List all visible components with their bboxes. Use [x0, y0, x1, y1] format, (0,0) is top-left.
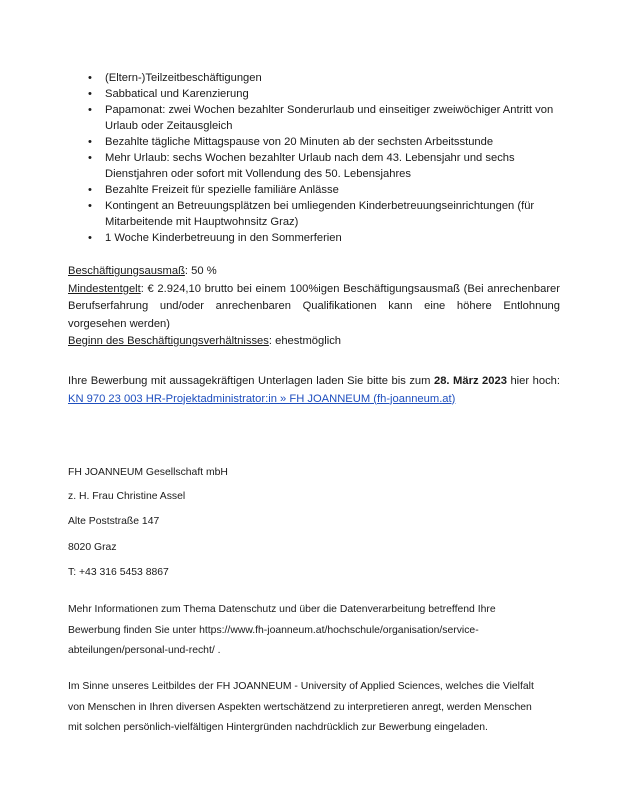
bullet-icon: •	[88, 72, 92, 84]
diversity-paragraph: Im Sinne unseres Leitbildes der FH JOANNEUM - University of Applied Sciences, welches die Vielfalt von Menschen in Ihren diversen Aspekten wertschätzend zu interpretieren anregt, werden Menschen mit solchen persönlich-vielfältigen Hintergründen nachdrücklich zur Bewerbung eingeladen.	[68, 681, 534, 733]
address-street: Alte Poststraße 147	[68, 516, 160, 527]
list-item: • Papamonat: zwei Wochen bezahlter Sonderurlaub und einseitiger zweiwöchiger Antritt von Urlaub oder Zeitausgleich	[88, 104, 554, 132]
bullet-icon: •	[88, 200, 92, 212]
bullet-icon: •	[88, 104, 92, 116]
privacy-paragraph: Mehr Informationen zum Thema Datenschutz und über die Datenverarbeitung betreffend Ihre Bewerbung finden Sie unter https://www.fh-joanneum.at/hochschule/organisation/service-abteilungen/personal-und-recht/ .	[68, 604, 496, 656]
bullet-icon: •	[88, 88, 92, 100]
list-item: • 1 Woche Kinderbetreuung in den Sommerferien	[88, 232, 342, 244]
employment-start: Beginn des Beschäftigungsverhältnisses: ehestmöglich	[68, 335, 342, 347]
address-city: 8020 Graz	[68, 542, 117, 553]
benefits-list	[68, 70, 568, 246]
bullet-icon: •	[88, 136, 92, 148]
list-item: • Bezahlte Freizeit für spezielle familiäre Anlässe	[88, 184, 339, 196]
list-item: • (Eltern-)Teilzeitbeschäftigungen	[88, 72, 262, 84]
list-item: • Mehr Urlaub: sechs Wochen bezahlter Urlaub nach dem 43. Lebensjahr und sechs Dienstjahren oder sofort mit Vollendung des 50. Lebensjahres	[88, 152, 515, 180]
bullet-icon: •	[88, 184, 92, 196]
application-upload-link[interactable]: KN 970 23 003 HR-Projektadministrator:in » FH JOANNEUM (fh-joanneum.at)	[68, 392, 456, 405]
address-company: FH JOANNEUM Gesellschaft mbH	[68, 467, 228, 478]
address-attention: z. H. Frau Christine Assel	[68, 491, 186, 502]
application-deadline: 28. März 2023	[433, 375, 507, 387]
application-instructions: Ihre Bewerbung mit aussagekräftigen Unterlagen laden Sie bitte bis zum 28. März 2023 hier hoch: KN 970 23 003 HR-Projektadministrator:in » FH JOANNEUM (fh-joanneum.at)	[68, 375, 561, 405]
employment-extent: Beschäftigungsausmaß: 50 %	[68, 265, 217, 277]
list-item: • Sabbatical und Karenzierung	[88, 88, 249, 100]
bullet-icon: •	[88, 152, 92, 164]
list-item: • Bezahlte tägliche Mittagspause von 20 Minuten ab der sechsten Arbeitsstunde	[88, 136, 494, 148]
bullet-icon: •	[88, 232, 92, 244]
list-item: • Kontingent an Betreuungsplätzen bei umliegenden Kinderbetreuungseinrichtungen (für Mitarbeitende mit Hauptwohnsitz Graz)	[88, 200, 535, 228]
employment-details	[68, 263, 560, 351]
address-phone: T: +43 316 5453 8867	[68, 567, 169, 578]
minimum-salary: Mindestentgelt: € 2.924,10 brutto bei einem 100%igen Beschäftigungsausmaß (Bei anrechenbarer Berufserfahrung und/oder anrechenbaren Qualifikationen kann eine höhere Entlohnung vorgesehen werden)	[68, 282, 560, 330]
